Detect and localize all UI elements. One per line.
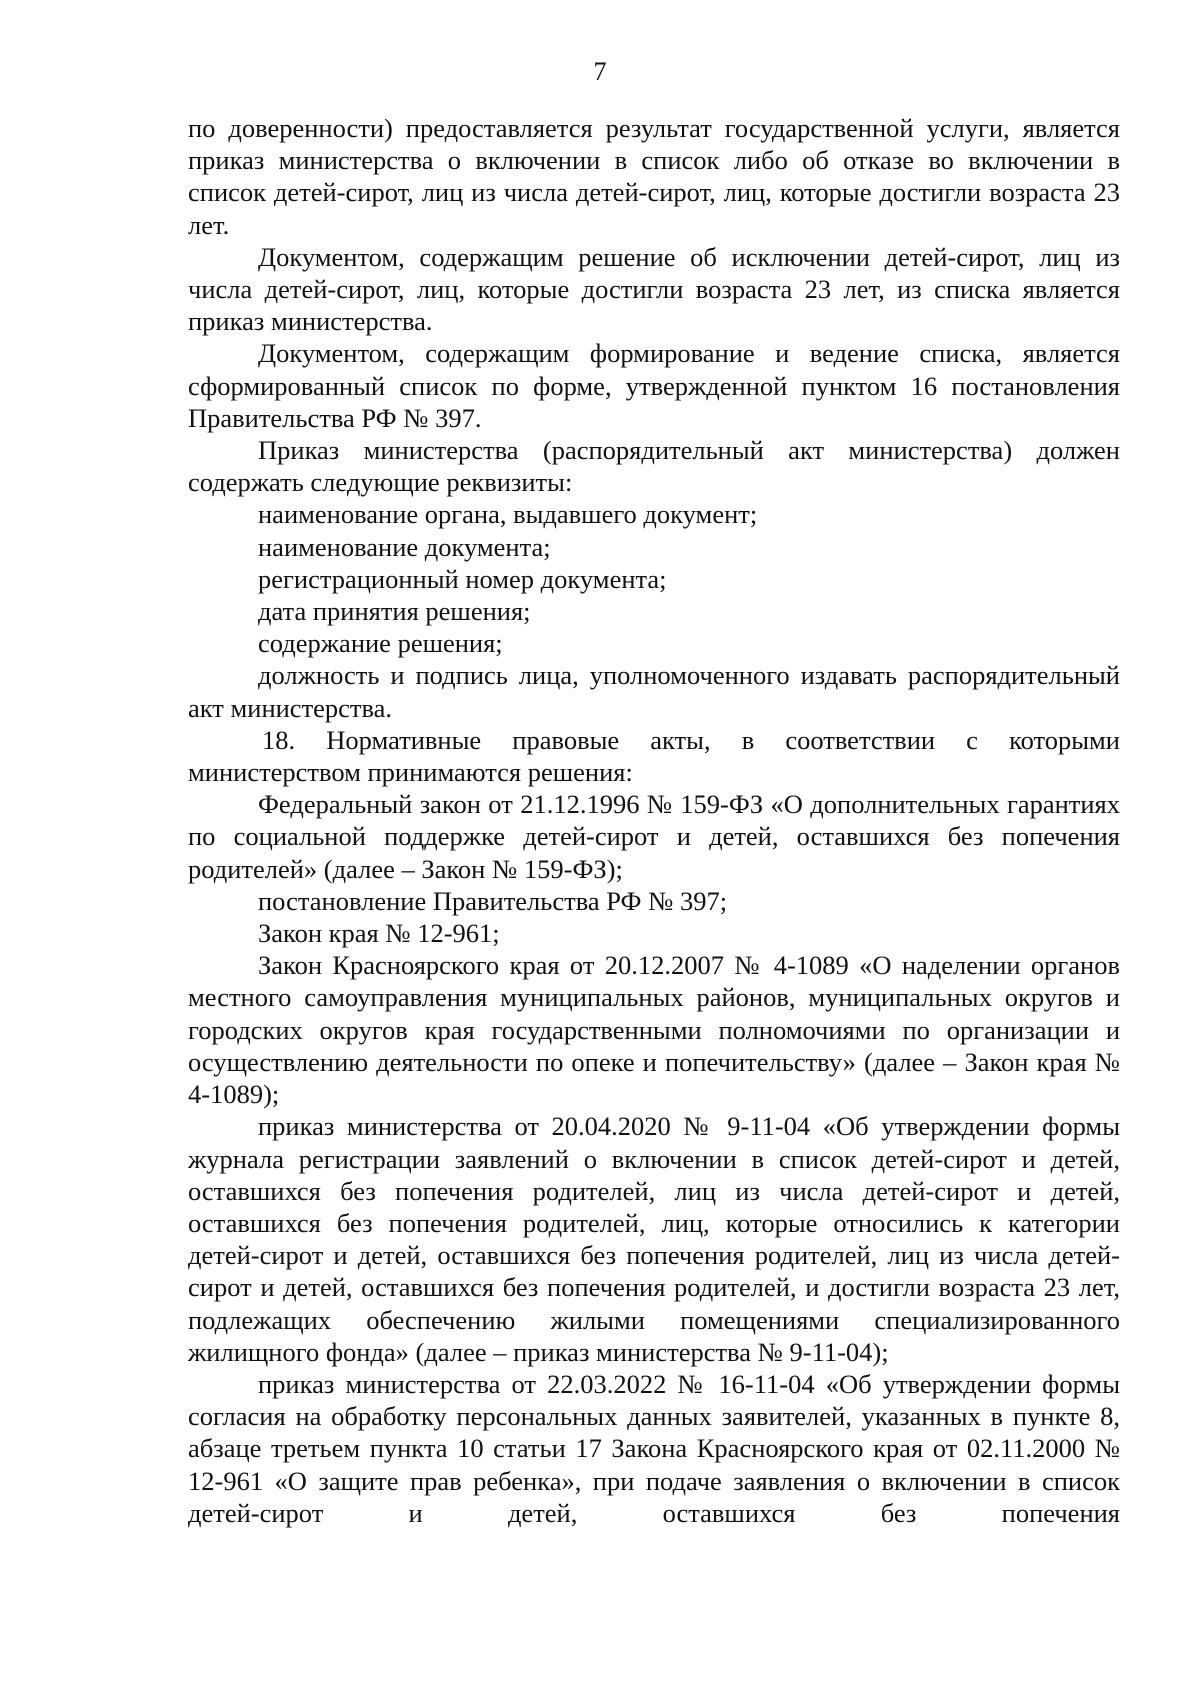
list-item-requisite: наименование документа; (258, 531, 551, 562)
paragraph-result-document: по доверенности) предоставляется результат государственной услуги, является приказ министерства о включении в список либо об отказе во включении в список детей-сирот, лиц из числа детей-сирот, лиц, которые достигли возраста 23 лет. (188, 113, 1120, 240)
legal-act-item: постановление Правительства РФ № 397; (258, 885, 728, 916)
list-item-requisite: должность и подпись лица, уполномоченного издавать распорядительный акт министерства. (188, 660, 1120, 723)
legal-act-item: приказ министерства от 22.03.2022 № 16-11-04 «Об утверждении формы согласия на обработку персональных данных заявителей, указанных в пункте 8, абзаце третьем пункта 10 статьи 17 Закона Красноярского края от 02.11.2000 № 12-961 «О защите прав ребенка», при подаче заявления о включении в список детей-сирот и детей, оставшихся без попечения (188, 1368, 1120, 1528)
list-item-requisite: содержание решения; (258, 628, 503, 659)
list-item-requisite: регистрационный номер документа; (258, 563, 667, 594)
legal-act-item: приказ министерства от 20.04.2020 № 9-11-04 «Об утверждении формы журнала регистрации заявлений о включении в список детей-сирот и детей, оставшихся без попечения родителей, лиц из числа детей-сирот и детей, оставшихся без попечения родителей, лиц, которые относились к категории детей-сирот и детей, оставшихся без попечения родителей, лиц из числа детей-сирот и детей, оставшихся без попечения родителей, и достигли возраста 23 лет, подлежащих обеспечению жилыми помещениями специализированного жилищного фонда» (далее – приказ министерства № 9-11-04); (188, 1111, 1120, 1367)
paragraph-list-document: Документом, содержащим формирование и ведение списка, является сформированный список по форме, утвержденной пунктом 16 постановления Правительства РФ № 397. (188, 338, 1120, 433)
list-item-requisite: наименование органа, выдавшего документ; (258, 499, 758, 530)
legal-act-item: Закон края № 12-961; (258, 918, 500, 949)
legal-act-item: Закон Красноярского края от 20.12.2007 № 4-1089 «О наделении органов местного самоуправления муниципальных районов, муниципальных округов и городских округов края государственными полномочиями по организации и осуществлению деятельности по опеке и попечительству» (далее – Закон края № 4-1089); (188, 950, 1120, 1110)
section-18-heading: 18. Нормативные правовые акты, в соответствии с которыми министерством принимаются решения: (188, 724, 1120, 788)
legal-act-item: Федеральный закон от 21.12.1996 № 159-ФЗ «О дополнительных гарантиях по социальной поддержке детей-сирот и детей, оставшихся без попечения родителей» (далее – Закон № 159-ФЗ); (188, 789, 1120, 884)
page-number: 7 (593, 57, 607, 86)
document-body (188, 112, 1120, 1529)
paragraph-order-requisites: Приказ министерства (распорядительный акт министерства) должен содержать следующие реквизиты: (188, 435, 1120, 498)
list-item-requisite: дата принятия решения; (258, 596, 531, 627)
paragraph-exclusion-document: Документом, содержащим решение об исключении детей-сирот, лиц из числа детей-сирот, лиц, которые достигли возраста 23 лет, из списка является приказ министерства. (188, 241, 1120, 337)
